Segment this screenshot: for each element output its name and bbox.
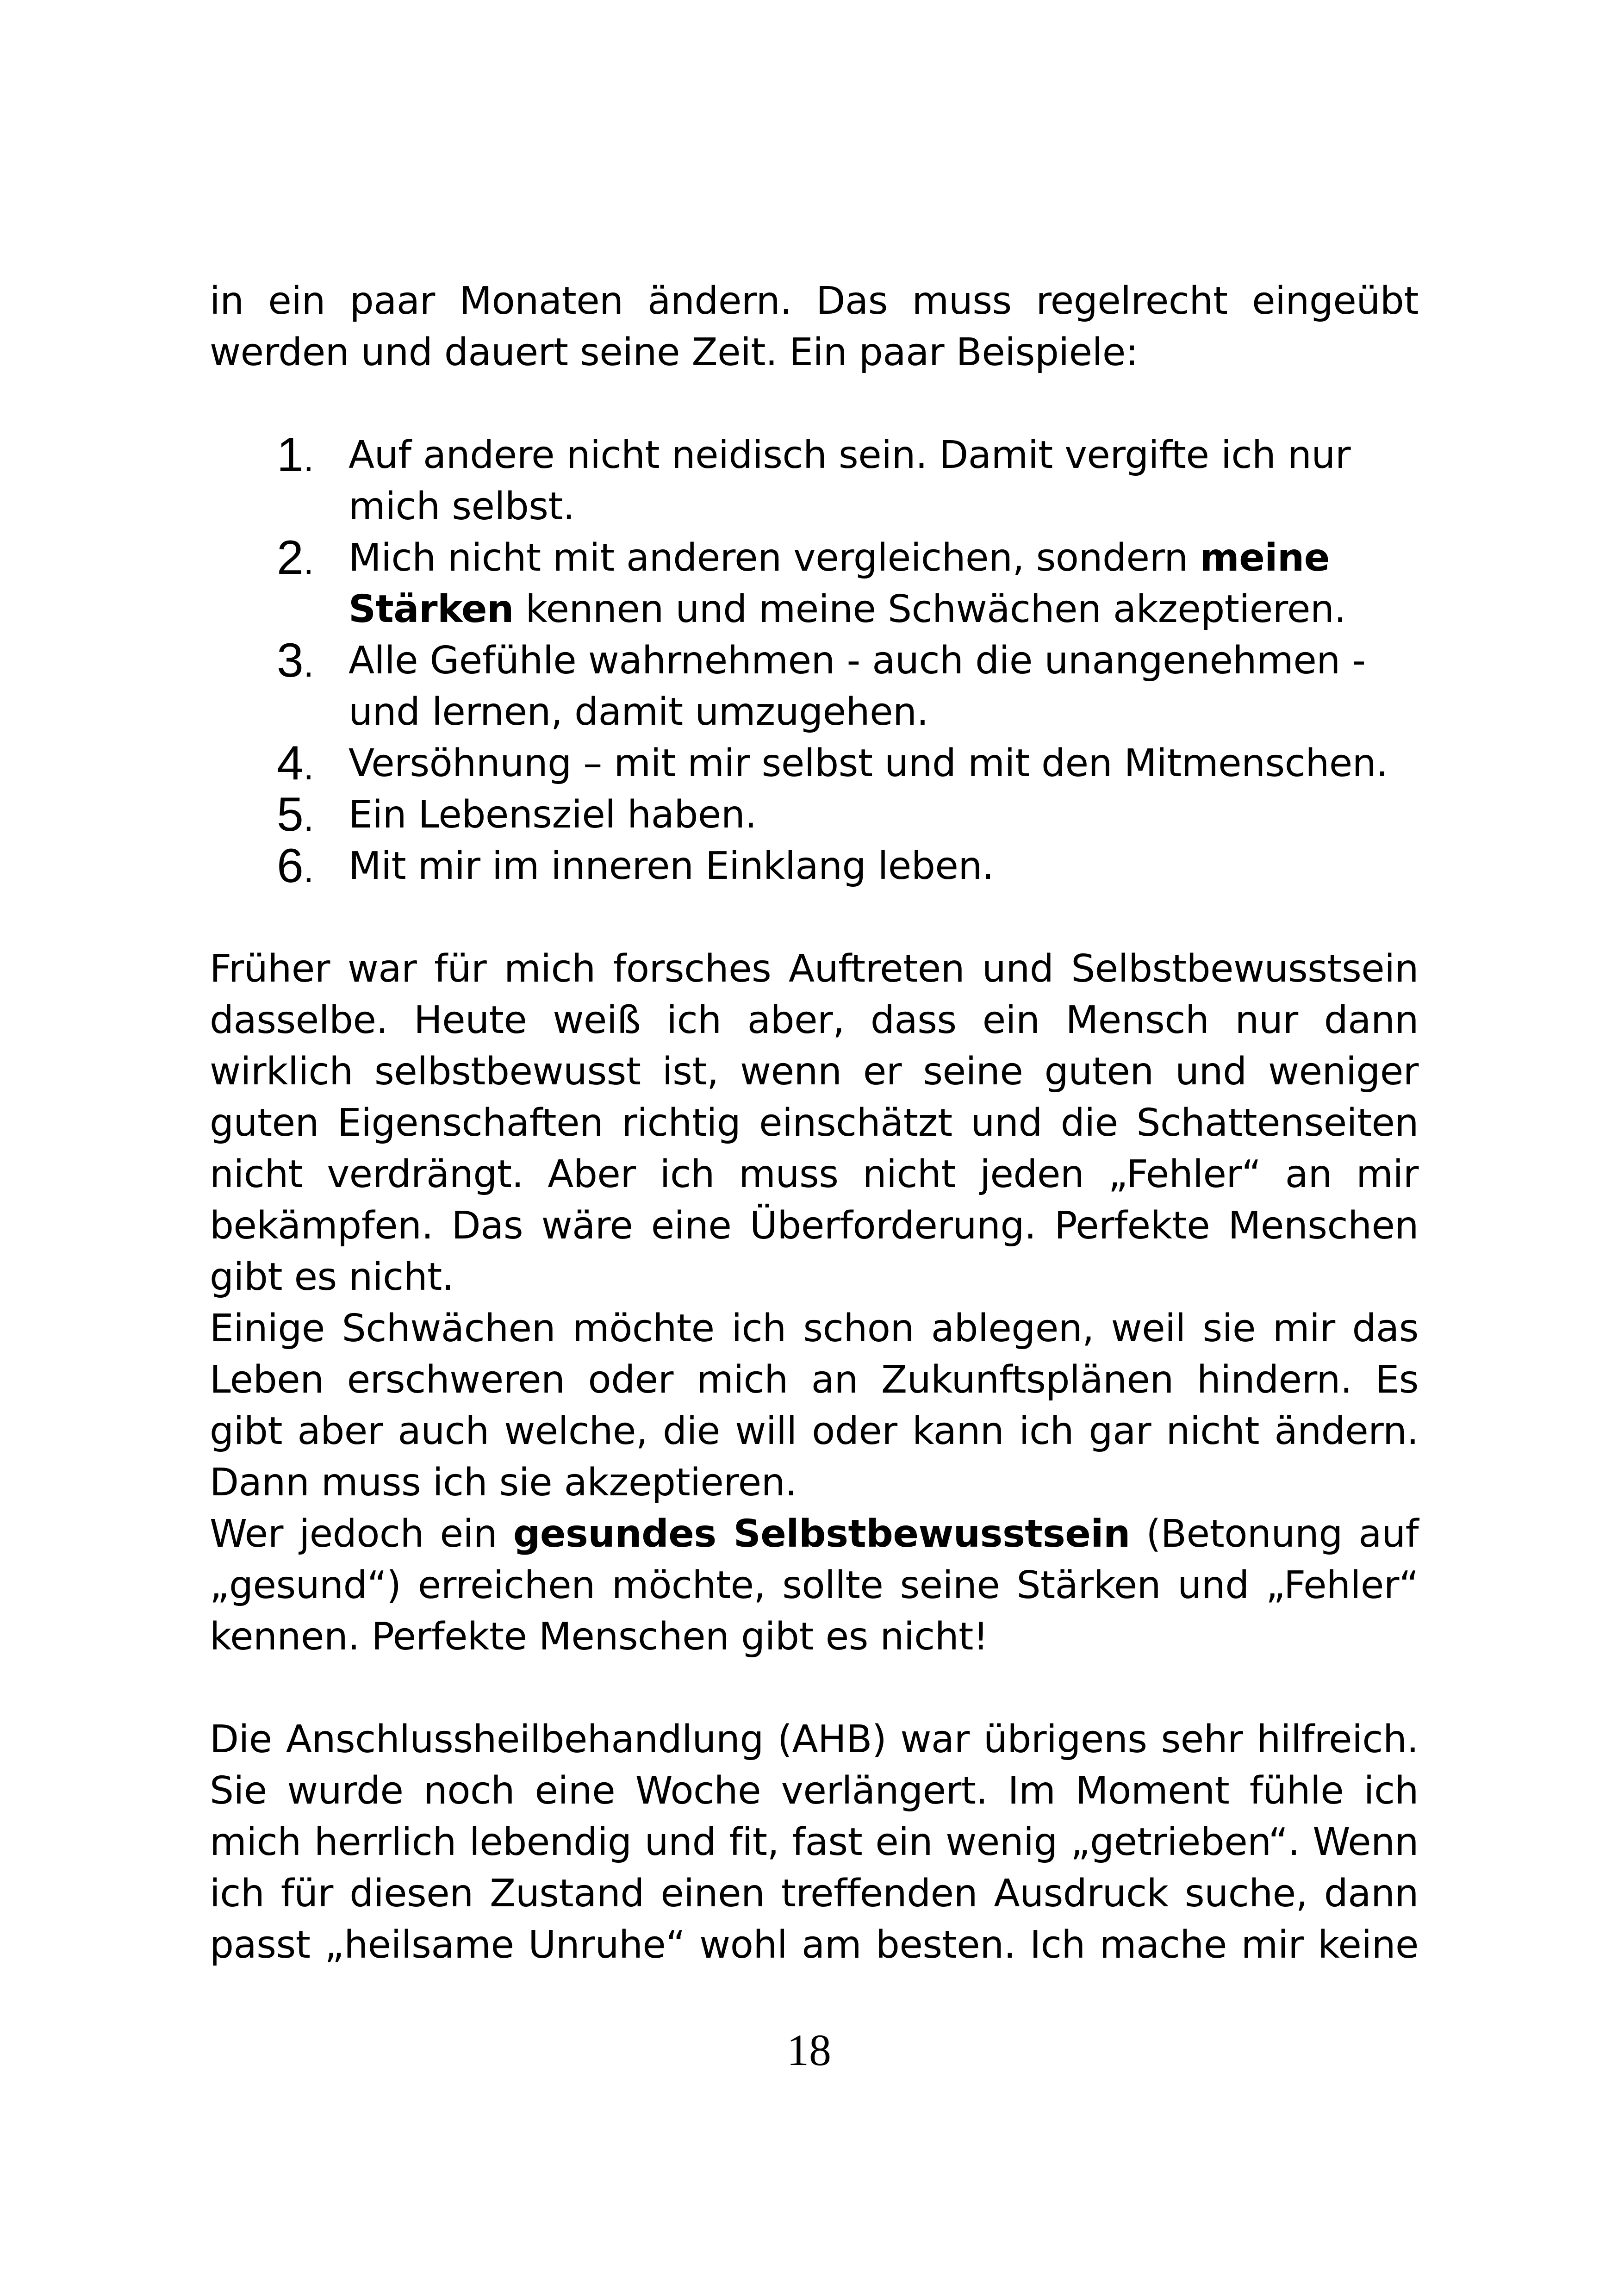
page-body [210, 275, 1419, 1971]
list-number: 3. [277, 634, 314, 687]
list-number: 2. [277, 531, 314, 585]
spacer [210, 892, 1419, 943]
list-number: 4. [277, 736, 314, 790]
list-item [210, 532, 1413, 635]
examples-list [210, 429, 1419, 892]
list-item [210, 429, 1413, 532]
list-item-text: Mich nicht mit anderen vergleichen, sondern meine Stärken kennen und meine Schwächen akzeptieren. [348, 536, 1346, 631]
page-number: 18 [787, 2025, 831, 2075]
list-number: 6. [277, 839, 314, 893]
paragraph-healthy-confidence: Wer jedoch ein gesundes Selbstbewusstsein (Betonung auf „gesund“) erreichen möchte, sollte seine Stärken und „Fehler“ kennen. Perfekte Menschen gibt es nicht! [210, 1512, 1419, 1659]
list-item-text: Versöhnung – mit mir selbst und mit den Mitmenschen. [348, 741, 1388, 785]
list-item-text: Ein Lebensziel haben. [348, 793, 757, 837]
list-item [210, 738, 1413, 789]
spacer [210, 1662, 1419, 1714]
list-item [210, 635, 1413, 738]
list-number: 1. [277, 428, 314, 482]
bold-phrase: gesundes Selbstbewusstsein [513, 1512, 1130, 1556]
paragraph-weaknesses: Einige Schwächen möchte ich schon ablegen, weil sie mir das Leben erschweren oder mich an Zukunftsplänen hindern. Es gibt aber auch welche, die will oder kann ich gar nicht ändern. Dann muss ich sie akzeptieren. [210, 1307, 1419, 1505]
paragraph-self-confidence: Früher war für mich forsches Auftreten und Selbstbewusstsein dasselbe. Heute weiß ich aber, dass ein Mensch nur dann wirklich selbstbewusst ist, wenn er seine guten und weniger guten Eigenschaften richtig einschätzt und die Schattenseiten nicht verdrängt. Aber ich muss nicht jeden „Fehler“ an mir bekämpfen. Das wäre eine Überforderung. Perfekte Menschen gibt es nicht. [210, 947, 1419, 1299]
list-item-text: Alle Gefühle wahrnehmen - auch die unangenehmen - und lernen, damit umzugehen. [348, 639, 1366, 734]
list-item-text: Mit mir im inneren Einklang leben. [348, 844, 994, 888]
paragraph-ahb: Die Anschlussheilbehandlung (AHB) war übrigens sehr hilfreich. Sie wurde noch eine Woche verlängert. Im Moment fühle ich mich herrlich lebendig und fit, fast ein wenig „getrieben“. Wenn ich für diesen Zustand einen treffenden Ausdruck suche, dann passt „heilsame Unruhe“ wohl am besten. Ich mache mir keine [210, 1717, 1419, 1967]
list-item [210, 840, 1413, 892]
list-item-text: Auf andere nicht neidisch sein. Damit vergifte ich nur mich selbst. [348, 433, 1351, 529]
list-number: 5. [277, 788, 314, 841]
spacer [210, 378, 1419, 429]
list-item [210, 789, 1413, 840]
bold-phrase: meine Stärken [348, 536, 1330, 631]
paragraph-intro: in ein paar Monaten ändern. Das muss regelrecht eingeübt werden und dauert seine Zeit. Ein paar Beispiele: [210, 279, 1419, 374]
